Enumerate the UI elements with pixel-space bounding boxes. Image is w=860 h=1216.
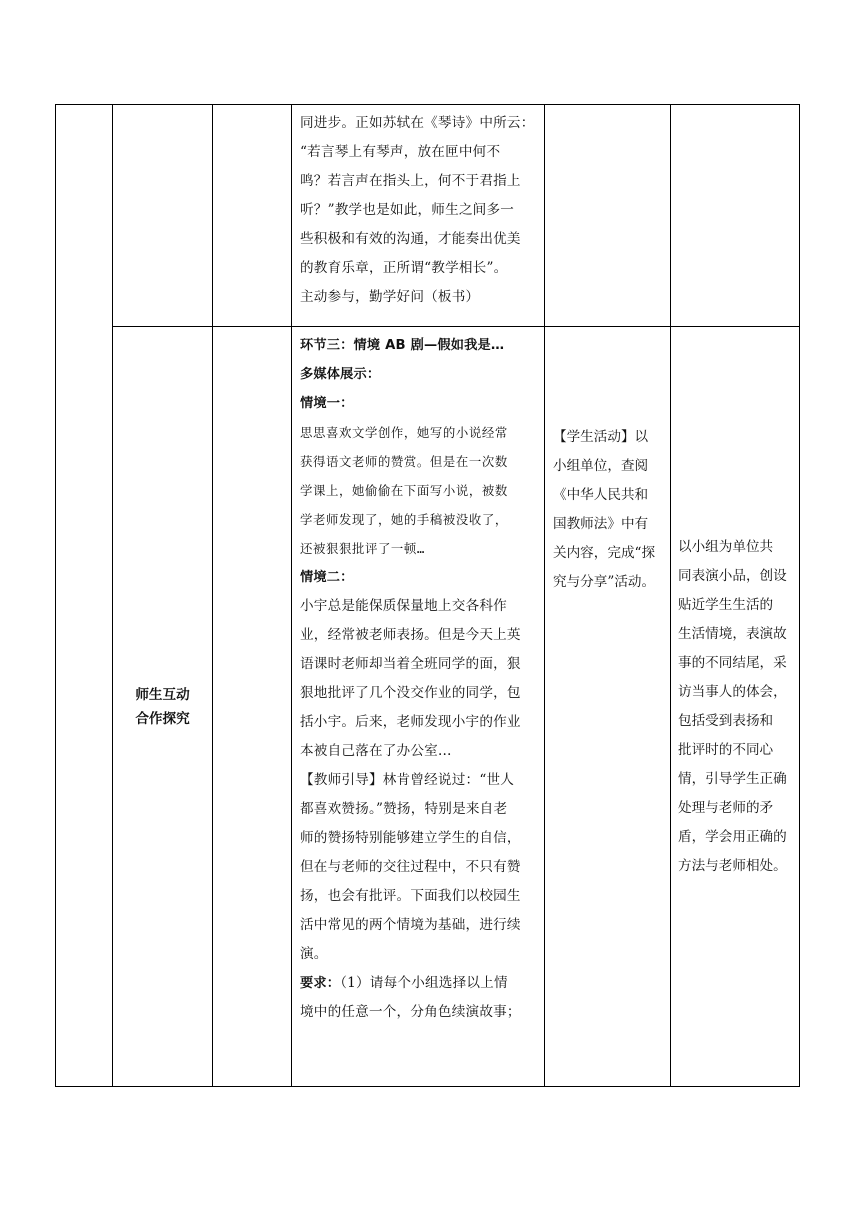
text-line: 鸣？若言声在指头上，何不于君指上: [300, 173, 521, 189]
text-line: “若言琴上有琴声，放在匣中何不: [300, 144, 501, 160]
stage-name-line1: 师生互动: [135, 686, 190, 703]
design-intent-line: 盾，学会用正确的: [678, 828, 787, 845]
media-label: 多媒体展示：: [300, 367, 381, 382]
guide-line: 师的赞扬特别能够建立学生的自信，: [300, 830, 521, 846]
continued-content-text: [292, 105, 544, 312]
scene2-title: 情境二：: [300, 570, 354, 585]
text-line: 听？”教学也是如此，师生之间多一: [300, 202, 515, 218]
student-activity-line: 小组单位，查阅: [553, 458, 649, 474]
scene1-line: 思思喜欢文学创作，她写的小说经常: [300, 425, 508, 440]
student-activity-cell: [545, 327, 671, 1087]
scene2-text: [300, 592, 538, 766]
scene1-line: 获得语文老师的赞赏。但是在一次数: [300, 454, 508, 469]
design-intent-line: 处理与老师的矛: [678, 799, 774, 816]
scene2-line: 语课时老师却当着全班同学的面，狠: [300, 656, 521, 672]
scene1-line: 学老师发现了，她的手稿被没收了，: [300, 512, 508, 527]
design-intent-line: 事的不同结尾，采: [678, 654, 787, 671]
design-intent-line: 贴近学生生活的: [678, 596, 774, 613]
time-cell: [213, 327, 292, 1087]
student-activity-line: 《中华人民共和: [553, 487, 649, 503]
text-line: 些积极和有效的沟通，才能奏出优美: [300, 231, 521, 247]
scene2-line: 括小宇。后来，老师发现小宇的作业: [300, 714, 521, 730]
guide-line: 活中常见的两个情境为基础，进行续: [300, 917, 521, 933]
design-intent-line: 同表演小品，创设: [678, 567, 787, 584]
student-activity-line: 究与分享”活动。: [553, 574, 656, 590]
design-intent-line: 批评时的不同心: [678, 741, 774, 758]
table-row-interaction: [56, 327, 800, 1087]
section-title: 环节三：情境 AB 剧—假如我是…: [300, 338, 505, 353]
requirement-label: 要求：: [300, 976, 341, 991]
stage-name-cell: [113, 327, 213, 1087]
text-line: 同进步。正如苏轼在《琴诗》中所云：: [300, 115, 535, 131]
content-cell-continued: [292, 105, 545, 327]
student-activity-line: 国教师法》中有: [553, 516, 649, 532]
student-activity-line: 【学生活动】以: [553, 429, 649, 445]
text-line: 主动参与，勤学好问（板书）: [300, 289, 480, 305]
stage-cell-empty: [113, 105, 213, 327]
time-cell-empty: [213, 105, 292, 327]
scene2-line: 狠地批评了几个没交作业的同学，包: [300, 685, 521, 701]
design-intent-line: 访当事人的体会，: [678, 683, 787, 700]
scene2-line: 业，经常被老师表扬。但是今天上英: [300, 627, 521, 643]
requirement-line-1: （1）请每个小组选择以上情: [340, 975, 508, 991]
scene1-text: [300, 418, 538, 563]
guide-line: 扬，也会有批评。下面我们以校园生: [300, 888, 521, 904]
requirement-line: 境中的任意一个，分角色续演故事；: [300, 1004, 521, 1020]
design-intent-line: 以小组为单位共: [678, 538, 774, 555]
text-line: 的教育乐章，正所谓“教学相长”。: [300, 260, 508, 276]
requirement-rest: [300, 998, 538, 1027]
student-activity-text: [545, 327, 670, 597]
scene2-line: 本被自己落在了办公室…: [300, 743, 452, 759]
guide-line: 但在与老师的交往过程中，不只有赞: [300, 859, 521, 875]
requirement-block: [300, 969, 538, 1027]
lesson-plan-table: [55, 104, 800, 1087]
design-intent-line: 情，引导学生正确: [678, 770, 787, 787]
design-intent-text: [671, 533, 799, 881]
design-intent-line: 包括受到表扬和: [678, 712, 774, 729]
guide-line: 演。: [300, 946, 328, 962]
scene2-line: 小宇总是能保质保量地上交各科作: [300, 598, 507, 614]
student-activity-line: 关内容，完成“探: [553, 545, 656, 561]
guide-line: 都喜欢赞扬。”赞扬，特别是来自老: [300, 801, 508, 817]
design-intent-cell-empty: [671, 105, 800, 327]
student-activity-cell-empty: [545, 105, 671, 327]
outer-margin-cell: [56, 105, 113, 1087]
design-intent-cell: [671, 327, 800, 1087]
scene1-line: 学课上，她偷偷在下面写小说，被数: [300, 483, 508, 498]
teaching-content-cell: [292, 327, 545, 1087]
teaching-content: [292, 327, 544, 1027]
stage-name-line2: 合作探究: [135, 710, 190, 727]
teacher-guide-text: [300, 766, 538, 969]
stage-name: [113, 683, 212, 731]
scene1-line: 还被狠狠批评了一顿…: [300, 541, 425, 556]
guide-line: 【教师引导】林肯曾经说过：“世人: [300, 772, 515, 788]
scene1-title: 情境一：: [300, 396, 354, 411]
design-intent-line: 方法与老师相处。: [678, 857, 787, 874]
design-intent-line: 生活情境，表演故: [678, 625, 787, 642]
table-row-continuation: [56, 105, 800, 327]
